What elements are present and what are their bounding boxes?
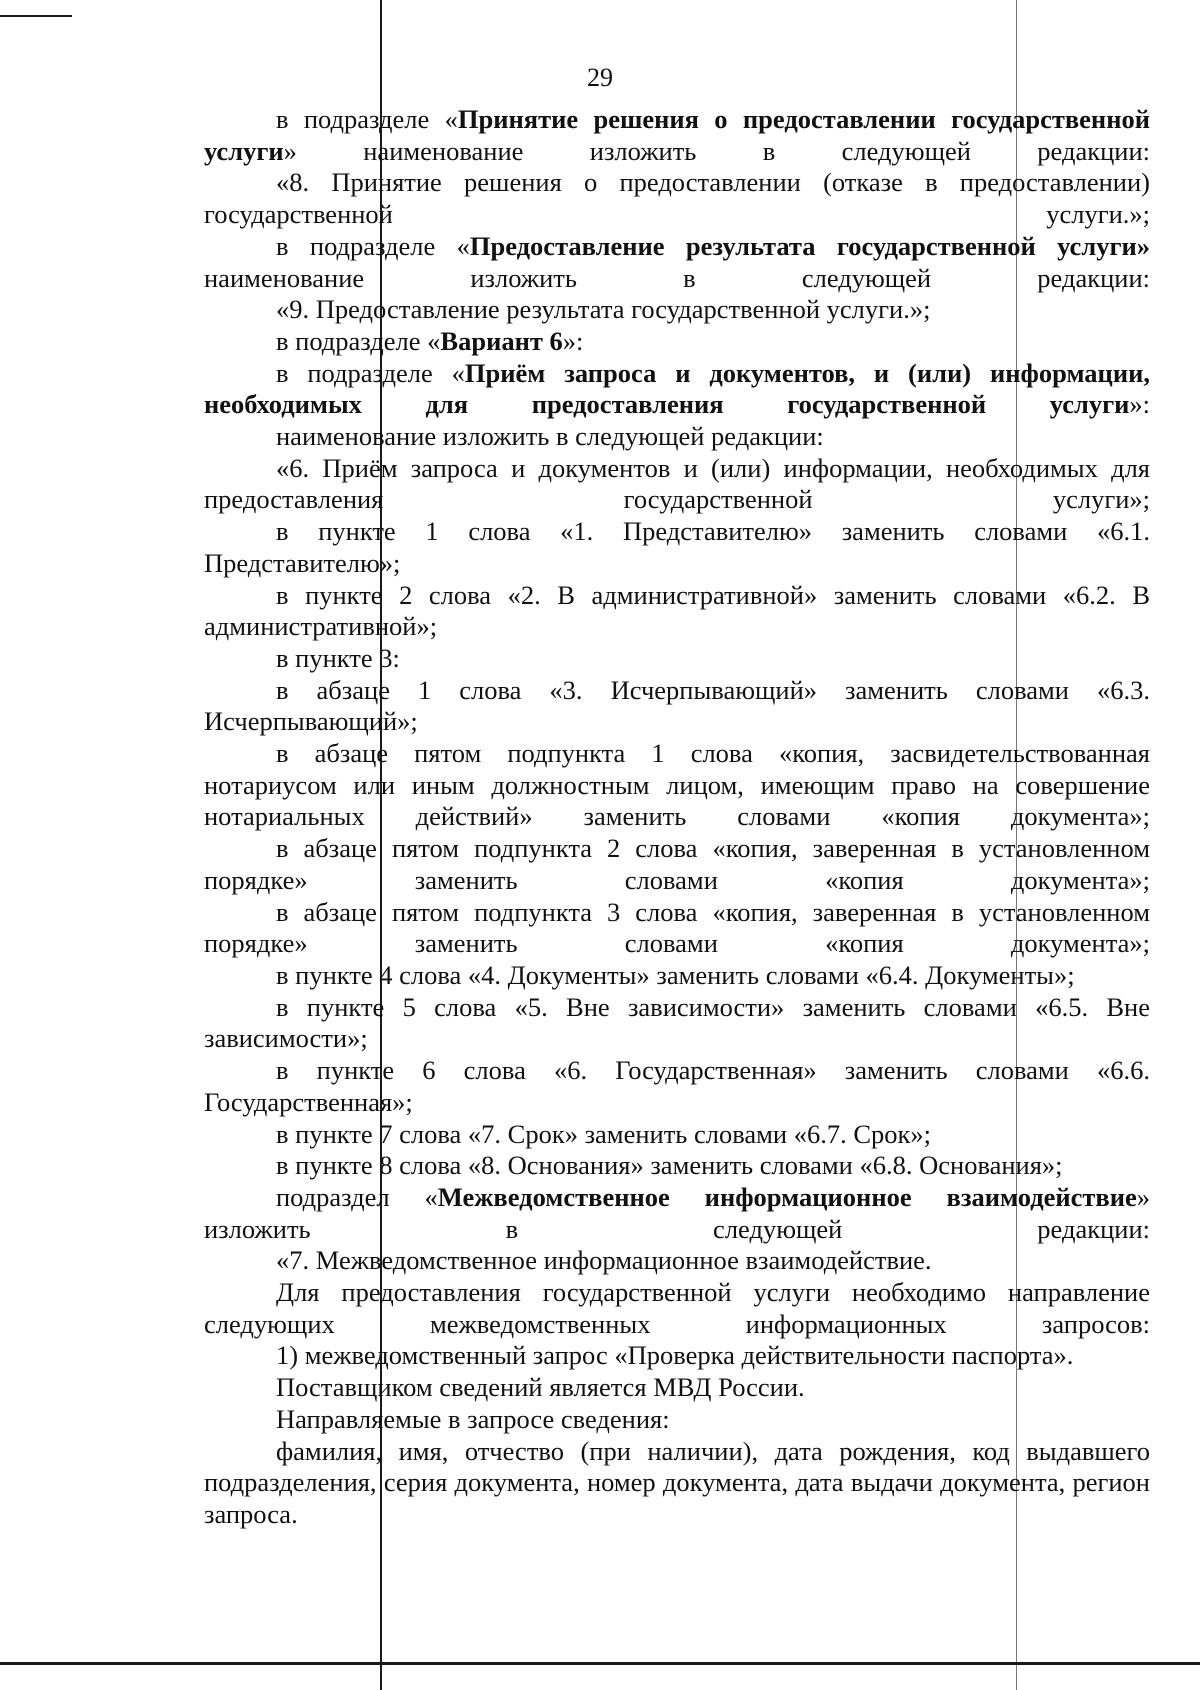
text-run: «9. Предоставление результата государственной услуги.»; (276, 294, 931, 325)
paragraph (204, 326, 1150, 358)
paragraph (204, 1182, 1150, 1245)
paragraph (204, 833, 1150, 896)
text-run: Поставщиком сведений является МВД России. (276, 1372, 805, 1403)
paragraph (204, 104, 1150, 167)
text-run: в подразделе « (276, 357, 465, 388)
text-run: в подразделе « (276, 104, 458, 134)
paragraph (204, 516, 1150, 579)
text-run: в подразделе « (276, 325, 441, 356)
text-run: «6. Приём запроса и документов и (или) информации, необходимых для предоставления государственной услуги»; (204, 452, 1150, 515)
scan-edge-line-bottom (0, 1662, 1200, 1665)
scan-fold-line-top-left (0, 15, 72, 17)
text-run: Направляемые в запросе сведения: (276, 1403, 670, 1434)
paragraph (204, 1372, 1150, 1404)
paragraph (204, 1404, 1150, 1436)
bold-text-run: Межведомственное информационное взаимодействие (437, 1181, 1137, 1212)
paragraph (204, 294, 1150, 326)
paragraph (204, 1340, 1150, 1372)
paragraph (204, 675, 1150, 738)
text-run: «7. Межведомственное информационное взаимодействие. (276, 1245, 932, 1276)
paragraph (204, 738, 1150, 833)
text-run: в абзаце пятом подпункта 3 слова «копия, заверенная в установленном порядке» заменить словами «копия документа»; (204, 896, 1150, 959)
text-run: »: (562, 325, 584, 356)
text-run: » наименование изложить в следующей редакции: (283, 135, 1150, 166)
paragraph (204, 897, 1150, 960)
paragraph (204, 992, 1150, 1055)
text-run: в подразделе « (276, 230, 470, 261)
text-run: » изложить в следующей редакции: (204, 1181, 1150, 1244)
text-run: фамилия, имя, отчество (при наличии), дата рождения, код выдавшего подразделения, серия документа, номер документа, дата выдачи документа, регион запроса. (204, 1435, 1150, 1529)
bold-text-run: Принятие решения о предоставлении государственной услуги (204, 104, 1150, 166)
bold-text-run: Вариант 6 (440, 325, 563, 356)
paragraph (204, 453, 1150, 516)
document-body (204, 104, 1150, 1531)
paragraph (204, 643, 1150, 675)
text-run: в абзаце 1 слова «3. Исчерпывающий» заменить словами «6.3. Исчерпывающий»; (204, 674, 1150, 737)
text-run: наименование изложить в следующей редакции: (276, 421, 824, 452)
text-run: в пункте 2 слова «2. В административной» заменить словами «6.2. В административной»; (204, 579, 1150, 642)
page-number: 29 (587, 63, 613, 92)
paragraph (204, 167, 1150, 230)
text-run: Для предоставления государственной услуги необходимо направление следующих межведомственных информационных запросов: (204, 1277, 1150, 1339)
paragraph (204, 1055, 1150, 1118)
paragraph (204, 231, 1150, 294)
bold-text-run: Приём запроса и документов, и (или) информации, необходимых для предоставления государственной услуги (204, 357, 1150, 420)
text-run: в абзаце пятом подпункта 1 слова «копия, засвидетельствованная нотариусом или иным должностным лицом, имеющим право на совершение нотариальных действий» заменить словами «копия документа»; (204, 738, 1150, 832)
bold-text-run: Предоставление результата государственной услуги» (469, 230, 1150, 261)
paragraph (204, 1119, 1150, 1151)
paragraph (204, 1436, 1150, 1531)
paragraph (204, 960, 1150, 992)
text-run: в пункте 7 слова «7. Срок» заменить словами «6.7. Срок»; (276, 1118, 932, 1149)
text-run: подраздел « (276, 1181, 438, 1212)
paragraph (204, 1150, 1150, 1182)
text-run: в пункте 8 слова «8. Основания» заменить словами «6.8. Основания»; (276, 1150, 1063, 1181)
paragraph (204, 1245, 1150, 1277)
text-run: 1) межведомственный запрос «Проверка действительности паспорта». (276, 1340, 1074, 1371)
paragraph (204, 1277, 1150, 1340)
text-run: наименование изложить в следующей редакции: (204, 262, 1150, 293)
text-run: «8. Принятие решения о предоставлении (отказе в предоставлении) государственной услуги.»; (204, 167, 1150, 230)
text-run: »: (1129, 389, 1150, 420)
text-run: в абзаце пятом подпункта 2 слова «копия, заверенная в установленном порядке» заменить словами «копия документа»; (204, 833, 1150, 895)
paragraph (204, 358, 1150, 421)
text-run: в пункте 4 слова «4. Документы» заменить словами «6.4. Документы»; (276, 959, 1075, 990)
paragraph (204, 580, 1150, 643)
paragraph (204, 421, 1150, 453)
text-run: в пункте 3: (276, 642, 400, 673)
text-run: в пункте 1 слова «1. Представителю» заменить словами «6.1. Представителю»; (204, 516, 1150, 578)
text-run: в пункте 5 слова «5. Вне зависимости» заменить словами «6.5. Вне зависимости»; (204, 991, 1150, 1054)
text-run: в пункте 6 слова «6. Государственная» заменить словами «6.6. Государственная»; (204, 1055, 1150, 1117)
